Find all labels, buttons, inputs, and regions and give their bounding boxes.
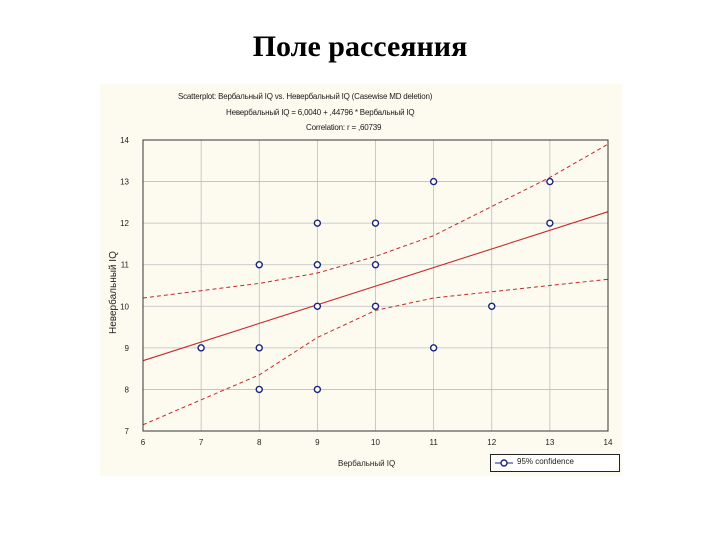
y-tick-label: 11 (120, 260, 129, 270)
data-point (314, 386, 320, 392)
y-tick-label: 14 (120, 136, 129, 145)
x-tick-label: 6 (140, 438, 146, 447)
x-tick-label: 9 (315, 438, 320, 447)
plot-header-line3: Correlation: r = ,60739 (306, 123, 382, 132)
x-tick-label: 8 (257, 438, 262, 447)
data-point (431, 179, 437, 185)
x-tick-label: 13 (545, 438, 555, 447)
data-point (373, 220, 379, 226)
y-tick-label: 9 (124, 343, 129, 353)
x-tick-label: 7 (198, 438, 204, 447)
data-point (314, 303, 320, 309)
data-point (547, 220, 553, 226)
data-point (373, 262, 379, 268)
plot-header-line2: Невербальный IQ = 6,0040 + ,44796 * Вербальный IQ (226, 108, 415, 117)
y-tick-label: 7 (124, 427, 129, 436)
data-point (314, 262, 320, 268)
data-point (547, 179, 553, 185)
data-point (256, 262, 262, 268)
plot-header-line1: Scatterplot: Вербальный IQ vs. Невербальный IQ (Casewise MD deletion) (178, 92, 433, 101)
data-point (431, 345, 437, 351)
y-tick-label: 10 (120, 302, 129, 312)
x-tick-label: 11 (429, 438, 438, 447)
y-tick-label: 12 (120, 219, 129, 229)
y-tick-label: 8 (124, 385, 129, 395)
data-point (256, 386, 262, 392)
x-axis-label: Вербальный IQ (338, 459, 396, 468)
data-point (314, 220, 320, 226)
x-tick-label: 14 (603, 438, 613, 447)
y-tick-label: 13 (120, 177, 129, 187)
data-point (373, 303, 379, 309)
x-tick-label: 10 (371, 438, 380, 447)
legend (490, 454, 620, 472)
x-tick-label: 12 (487, 438, 497, 447)
data-point (256, 345, 262, 351)
data-point (489, 303, 495, 309)
data-point (198, 345, 204, 351)
y-axis-label: Невербальный IQ (108, 251, 119, 334)
legend-label: 95% confidence (517, 457, 574, 466)
slide-title: Поле рассеяния (252, 30, 468, 63)
